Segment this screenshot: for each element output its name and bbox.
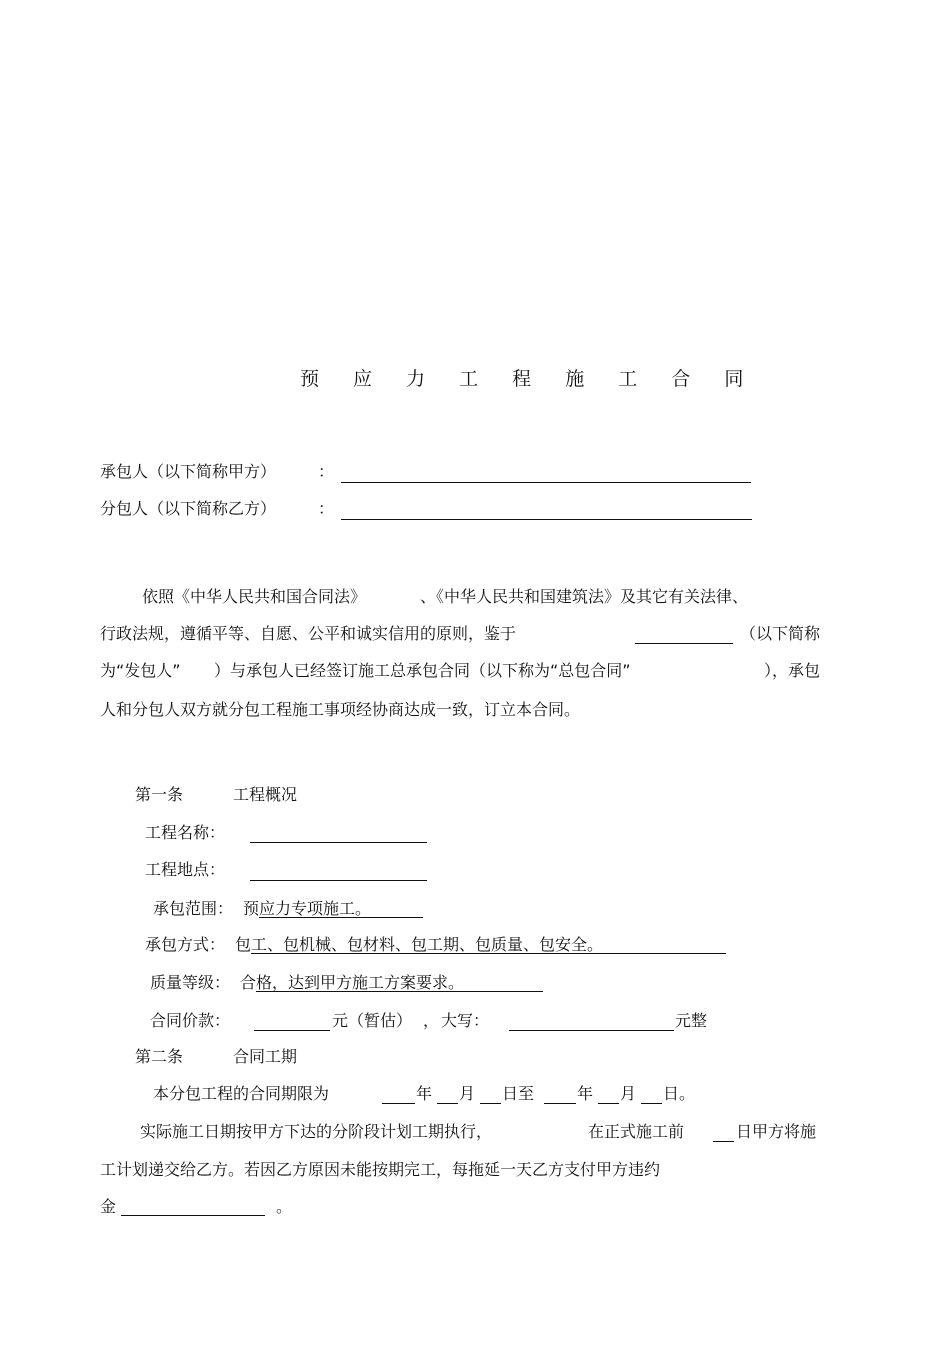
end-month-field[interactable] <box>598 1103 619 1104</box>
document-title: 预 应 力 工 程 施 工 合 同 <box>300 368 758 390</box>
preamble-line1b: 、《中华人民共和国建筑法》及其它有关法律、 <box>420 587 749 606</box>
schedule-line1c: 日甲方将施 <box>736 1122 817 1141</box>
project-name-field[interactable] <box>250 842 427 843</box>
contract-price-label: 合同价款： <box>150 1011 231 1030</box>
start-day-field[interactable] <box>480 1103 501 1104</box>
contractor-colon: ： <box>318 462 335 481</box>
preamble-line2b: （以下简称 <box>740 624 821 643</box>
contract-price-separator: ， <box>423 1011 440 1030</box>
project-location-label: 工程地点： <box>145 860 226 879</box>
contract-price-field[interactable] <box>254 1030 330 1031</box>
article1-heading: 工程概况 <box>233 785 298 804</box>
schedule-line2: 工计划递交给乙方。若因乙方原因未能按期完工，每拖延一天乙方支付甲方违约 <box>100 1160 661 1179</box>
scope-label: 承包范围： <box>153 899 234 918</box>
subcontractor-name-field[interactable] <box>341 519 752 520</box>
contractor-name-field[interactable] <box>341 482 751 483</box>
article2-number: 第二条 <box>135 1047 184 1066</box>
quality-underline <box>256 991 543 992</box>
contract-price-end: 元整 <box>675 1011 708 1030</box>
start-month-label: 月 <box>459 1084 476 1103</box>
article2-heading: 合同工期 <box>233 1047 298 1066</box>
subcontractor-colon: ： <box>318 499 335 518</box>
scope-value: 应力专项施工。 <box>259 899 372 918</box>
employer-name-field[interactable] <box>635 643 733 644</box>
scope-lead: 预 <box>243 899 260 918</box>
quality-lead: 合 <box>240 973 257 992</box>
preamble-line2a: 行政法规，遵循平等、自愿、公平和诚实信用的原则，鉴于 <box>100 624 517 643</box>
preamble-line3c: ），承包 <box>764 661 821 680</box>
project-name-label: 工程名称： <box>145 823 226 842</box>
start-month-field[interactable] <box>437 1103 458 1104</box>
contract-mode-lead: 包 <box>235 935 252 954</box>
quality-value: 格，达到甲方施工方案要求。 <box>256 973 465 992</box>
preamble-line3a: 为“发包人” <box>100 661 181 680</box>
contract-mode-underline <box>251 953 726 954</box>
contract-price-upper-field[interactable] <box>509 1030 674 1031</box>
contract-mode-label: 承包方式： <box>145 935 226 954</box>
preamble-line4: 人和分包人双方就分包工程施工事项经协商达成一致，订立本合同。 <box>100 700 581 719</box>
end-day-label: 日。 <box>663 1084 696 1103</box>
schedule-line1a: 实际施工日期按甲方下达的分阶段计划工期执行， <box>140 1122 493 1141</box>
plan-days-field[interactable] <box>713 1141 734 1142</box>
article1-number: 第一条 <box>135 785 184 804</box>
scope-underline <box>259 917 423 918</box>
start-year-field[interactable] <box>382 1103 415 1104</box>
penalty-label: 金 <box>100 1197 117 1216</box>
penalty-amount-field[interactable] <box>121 1215 265 1216</box>
preamble-line1a: 依照《中华人民共和国合同法》 <box>142 587 367 606</box>
start-year-label: 年 <box>416 1084 433 1103</box>
start-day-label: 日至 <box>502 1084 535 1103</box>
contract-price-unit: 元（暂估） <box>332 1011 413 1030</box>
quality-label: 质量等级： <box>150 973 231 992</box>
end-day-field[interactable] <box>641 1103 662 1104</box>
schedule-line1b: 在正式施工前 <box>588 1122 685 1141</box>
contract-mode-value: 工、包机械、包材料、包工期、包质量、包安全。 <box>251 935 604 954</box>
subcontractor-label: 分包人（以下简称乙方） <box>100 499 277 518</box>
project-location-field[interactable] <box>250 880 427 881</box>
end-year-field[interactable] <box>544 1103 576 1104</box>
period-lead: 本分包工程的合同期限为 <box>153 1084 330 1103</box>
preamble-line3b: ）与承包人已经签订施工总承包合同（以下称为“总包合同” <box>214 661 631 680</box>
end-year-label: 年 <box>577 1084 594 1103</box>
contract-price-upper-label: 大写： <box>441 1011 490 1030</box>
contractor-label: 承包人（以下简称甲方） <box>100 462 277 481</box>
penalty-end: 。 <box>276 1197 293 1216</box>
end-month-label: 月 <box>620 1084 637 1103</box>
